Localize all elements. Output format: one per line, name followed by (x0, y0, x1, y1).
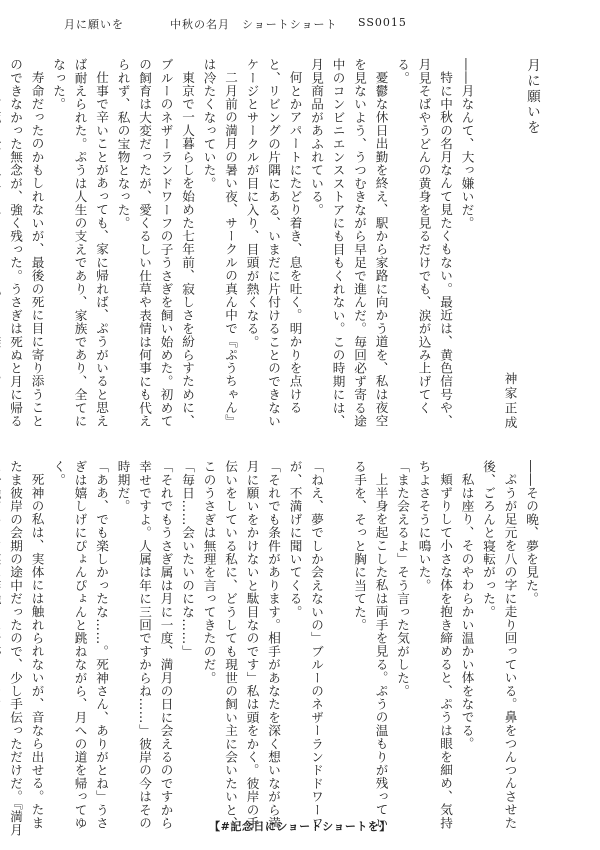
paragraph: 東京で一人暮らしを始めた七年前、寂しさを紛らすために、ブルーのネザーランドワーフの子うさぎを飼い始めた。初めての飼育は大変だったが、愛くるしい仕草や表情は何事にも代えられず、私の宝物となった。 (115, 58, 195, 428)
paragraph: 仕事で辛いことがあっても、家に帰れば、ぷうがいると思えば耐えられた。ぷうは人生の支えであり、家族であり、全てになった。 (51, 58, 109, 428)
paragraph: ぷうが足元を八の字に走り回っている。鼻をつんつんさせた後、ごろんと寝転がった。 (481, 460, 518, 829)
dialogue: 「それでもうさぎ属は月に一度、満月の日に会えるのですから幸せですよ。人属は年に三回ですからね……」彼岸の今はその時期だ。 (115, 460, 174, 830)
story-author: 神家正成 (502, 371, 518, 430)
paragraph: 上半身を起こした私は両手を見る。ぷうの温もりが残っている手を、そっと胸に当てた。 (352, 460, 389, 829)
paragraph: 頬ずりして小さな体を抱き締めると、ぷうは眼を細め、気持ちよさそうに鳴いた。 (416, 460, 453, 829)
paragraph: ――その晩、夢を見た。 (524, 460, 539, 606)
dialogue: 「ああ、でも楽しかったな……。死神さん、ありがとね」うさぎは嬉しげにぴょんぴょんと跳ねながら、月への道を帰ってゆく。 (51, 460, 109, 830)
header-series: 中秋の名月 ショートショート (170, 18, 338, 31)
blank-line (478, 58, 500, 430)
header-code: SS0015 (358, 16, 407, 29)
blank-line (327, 460, 349, 838)
dialogue: 「それでも条件があります。相手があなたを深く想いながら満月に願いをかけないと駄目なのです」私は頭をかく。彼岸の手伝いをしている私に、どうしても現世の飼い主に会いたいと、このうさぎは無理を言ってきたのだ。 (201, 460, 281, 830)
paragraph: 死神の私は、実体には触れられないが、音なら出せる。たまたま彼岸の会期の途中だったので、少し手伝っただけだ。『満月 (8, 460, 45, 837)
story-title: 月に願いを (524, 58, 540, 136)
paragraph: 憂鬱な休日出勤を終え、駅から家路に向かう道を、私は夜空を見ないよう、うつむきながら早足で進んだ。毎回必ず寄る途中のコンビニエンスストアにも目もくれない。この時期には、月見商品があふれている。 (309, 58, 389, 428)
paragraph: 何とかアパートにたどり着き、息を吐く。明かりを点けると、リビングの片隅にある、いまだに片付けることのできないケージとサークルが目に入り、目頭が熱くなる。 (244, 58, 303, 428)
story-section-bottom (8, 460, 542, 838)
header-title: 月に願いを (64, 18, 124, 31)
paragraph: 寿命だったのかもしれないが、最後の死に目に寄り添うことのできなかった無念が、強く残った。うさぎは死ぬと月に帰る (8, 58, 45, 428)
story-section-top (8, 58, 542, 430)
dialogue: 「また会えるよ」そう言った気がした。 (395, 460, 410, 698)
dialogue: 「ねえ、夢でしか会えないの」ブルーのネザーランドドワーフが、不満げに聞いてくる。 (287, 460, 324, 830)
paragraph: 私は座り、そのやわらかい温かい体をなでる。 (459, 472, 475, 750)
footer-hashtag: 【#記念日にショートショートを】 (209, 820, 391, 833)
paragraph: 二月前の満月の暑い夜、サークルの真ん中で『ぷうちゃん』は冷たくなっていた。 (201, 58, 238, 427)
dialogue: 「毎日……会いたいのにな……」 (180, 460, 195, 658)
paragraph: 特に中秋の名月なんて見たくもない。最近は、黄色信号や、月見そばやうどんの黄身を見るだけでも、涙が込み上げてくる。 (395, 58, 453, 427)
paragraph: ――月なんて、大っ嫌いだ。 (459, 58, 475, 230)
